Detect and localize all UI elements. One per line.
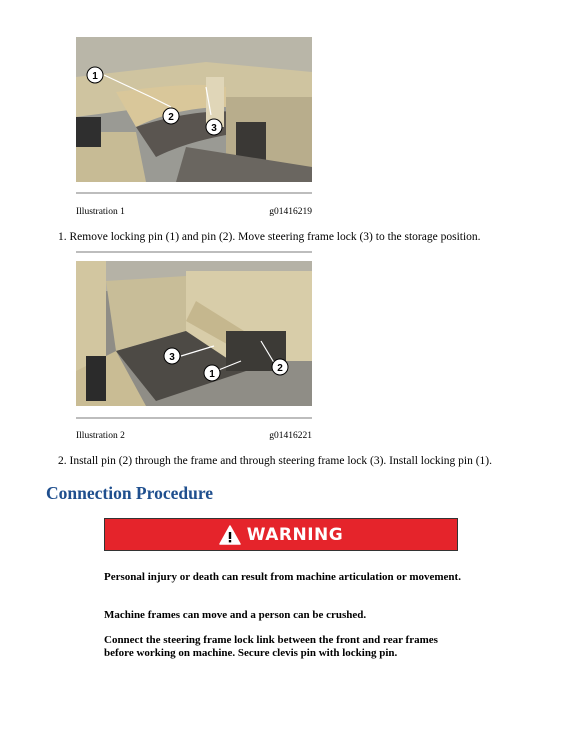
warning-paragraph-1: Personal injury or death can result from machine articulation or movement.: [104, 571, 461, 583]
step-1: 1. Remove locking pin (1) and pin (2). Move steering frame lock (3) to the storage position.: [58, 231, 481, 243]
figure-1-label: Illustration 1: [76, 207, 125, 217]
callout-2: 2: [168, 112, 174, 123]
figure-2-label: Illustration 2: [76, 431, 125, 441]
figure-2-divider: [76, 417, 312, 419]
step-2: 2. Install pin (2) through the frame and through steering frame lock (3). Install locking pin (1).: [58, 455, 493, 467]
figure-1-divider: [76, 192, 312, 194]
figure-2-top-divider: [76, 251, 312, 253]
callout-2: 2: [277, 363, 283, 374]
warning-triangle-icon: [219, 525, 241, 545]
warning-label: WARNING: [246, 524, 344, 545]
section-heading: Connection Procedure: [46, 483, 214, 503]
figure-1-image-id: g01416219: [269, 207, 312, 217]
warning-paragraph-2: Machine frames can move and a person can be crushed.: [104, 609, 367, 621]
illustration-2-photo: [76, 261, 312, 406]
warning-paragraph-3: Connect the steering frame lock link between the front and rear frames before working on machine. Secure clevis pin with locking pin.: [104, 634, 438, 659]
callout-1: 1: [209, 369, 215, 380]
callout-1: 1: [92, 71, 98, 82]
callout-3: 3: [169, 352, 175, 363]
figure-2-image-id: g01416221: [269, 431, 312, 441]
illustration-1-photo: [76, 37, 312, 182]
callout-3: 3: [211, 123, 217, 134]
warning-banner: [104, 518, 458, 551]
